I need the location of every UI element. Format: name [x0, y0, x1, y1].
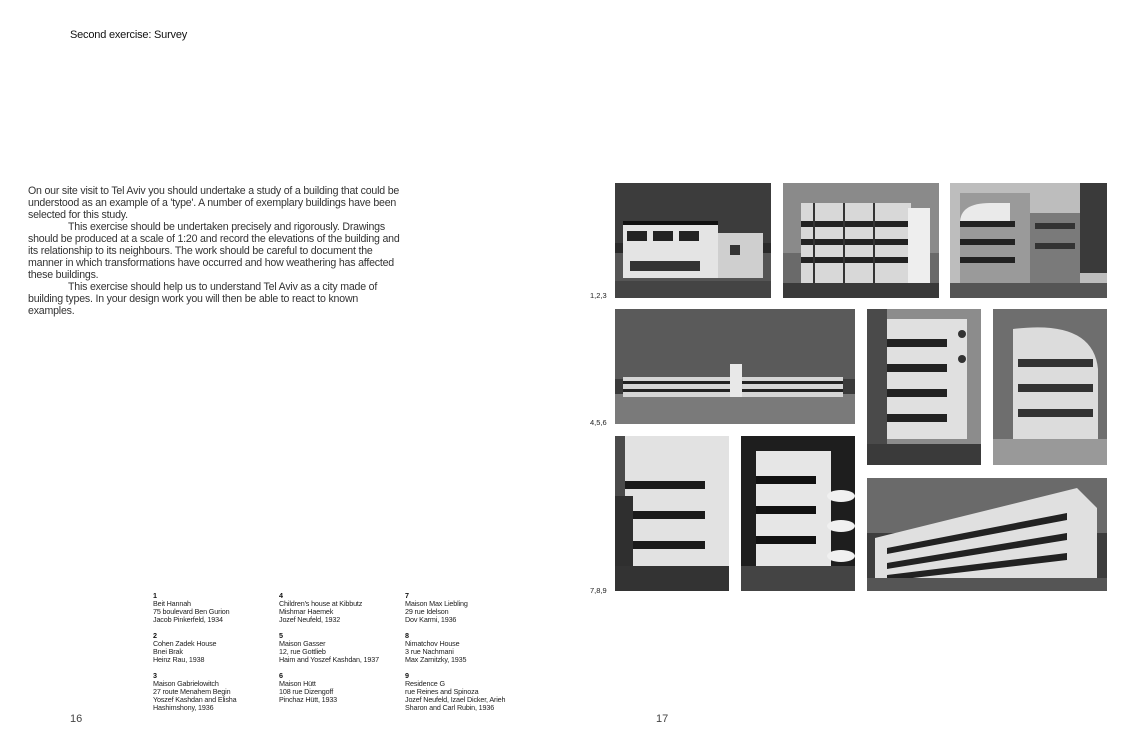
- caption-line: Cohen Zadek House: [153, 639, 217, 648]
- photo-8: [741, 436, 855, 591]
- photo-7: [615, 436, 729, 591]
- caption-line: Pinchaz Hütt, 1933: [279, 695, 338, 704]
- caption-line: Maison Gasser: [279, 639, 326, 648]
- photo-6: [993, 309, 1107, 465]
- page-number-left: 16: [70, 713, 83, 725]
- caption-line: 29 rue Idelson: [405, 607, 449, 616]
- caption-line: Children's house at Kibbutz: [279, 599, 363, 608]
- caption-number: 5: [279, 631, 283, 640]
- row-label-1: 1,2,3: [590, 291, 607, 300]
- caption-line: Haim and Yoszef Kashdan, 1937: [279, 655, 379, 664]
- photo-4: [615, 309, 855, 424]
- caption-line: Maison Gabrielowitch: [153, 679, 219, 688]
- caption-number: 3: [153, 671, 157, 680]
- caption-line: Jacob Pinkerfeld, 1934: [153, 615, 223, 624]
- body-paragraph-3: This exercise should help us to understand Tel Aviv as a city made of building types. In your design work you will then be able to react to known examples.: [28, 281, 378, 317]
- body-paragraph-1: On our site visit to Tel Aviv you should undertake a study of a building that could be understood as an example of a 'type'. A number of exemplary buildings have been selected for this study.: [28, 185, 400, 221]
- caption-line: Mishmar Haemek: [279, 607, 334, 616]
- caption-number: 7: [405, 591, 409, 600]
- caption-line: Nimatchov House: [405, 639, 460, 648]
- caption-3: [153, 672, 278, 712]
- photo-2: [783, 183, 939, 298]
- caption-line: 108 rue Dizengoff: [279, 687, 334, 696]
- caption-7: [405, 592, 530, 624]
- body-paragraph-2: This exercise should be undertaken precisely and rigorously. Drawings should be produced at a scale of 1:20 and record the elevations of the building and its relationship to its neighbours. The work should be careful to document the manner in which transformations have occurred and how weathering has affected these buildings.: [28, 221, 400, 281]
- caption-line: 3 rue Nachmani: [405, 647, 454, 656]
- caption-line: Bnei Brak: [153, 647, 183, 656]
- row-label-3: 7,8,9: [590, 586, 607, 595]
- caption-number: 1: [153, 591, 157, 600]
- photo-5: [867, 309, 981, 465]
- caption-line: Jozef Neufeld, 1932: [279, 615, 341, 624]
- caption-number: 2: [153, 631, 157, 640]
- caption-5: [279, 632, 404, 664]
- caption-6: [279, 672, 404, 704]
- caption-number: 8: [405, 631, 409, 640]
- photo-9: [867, 478, 1107, 591]
- caption-number: 6: [279, 671, 283, 680]
- caption-line: Residence G: [405, 679, 445, 688]
- caption-line: Yoszef Kashdan and Elisha: [153, 695, 237, 704]
- caption-line: Jozef Neufeld, Izael Dicker, Arieh: [405, 695, 506, 704]
- caption-line: 12, rue Gottlieb: [279, 647, 326, 656]
- caption-8: [405, 632, 530, 664]
- photo-1: [615, 183, 771, 298]
- caption-4: [279, 592, 404, 624]
- page-heading: Second exercise: Survey: [70, 29, 188, 41]
- row-label-2: 4,5,6: [590, 418, 607, 427]
- caption-line: Heinz Rau, 1938: [153, 655, 205, 664]
- caption-line: Maison Max Liebling: [405, 599, 468, 608]
- body-text: [28, 185, 400, 317]
- caption-9: [405, 672, 530, 712]
- photo-3: [950, 183, 1107, 298]
- caption-line: Maison Hütt: [279, 679, 316, 688]
- caption-1: [153, 592, 278, 624]
- caption-line: rue Reines and Spinoza: [405, 687, 479, 696]
- caption-line: Max Zarnitzky, 1935: [405, 655, 467, 664]
- page-number-right: 17: [656, 713, 669, 725]
- caption-line: Sharon and Carl Rubin, 1936: [405, 703, 495, 712]
- caption-line: 75 boulevard Ben Gurion: [153, 607, 230, 616]
- caption-line: Beit Hannah: [153, 599, 191, 608]
- caption-number: 4: [279, 591, 283, 600]
- caption-line: Dov Karmi, 1936: [405, 615, 457, 624]
- caption-2: [153, 632, 278, 664]
- caption-number: 9: [405, 671, 409, 680]
- caption-line: 27 route Menahem Begin: [153, 687, 231, 696]
- caption-line: Hashimshony, 1936: [153, 703, 214, 712]
